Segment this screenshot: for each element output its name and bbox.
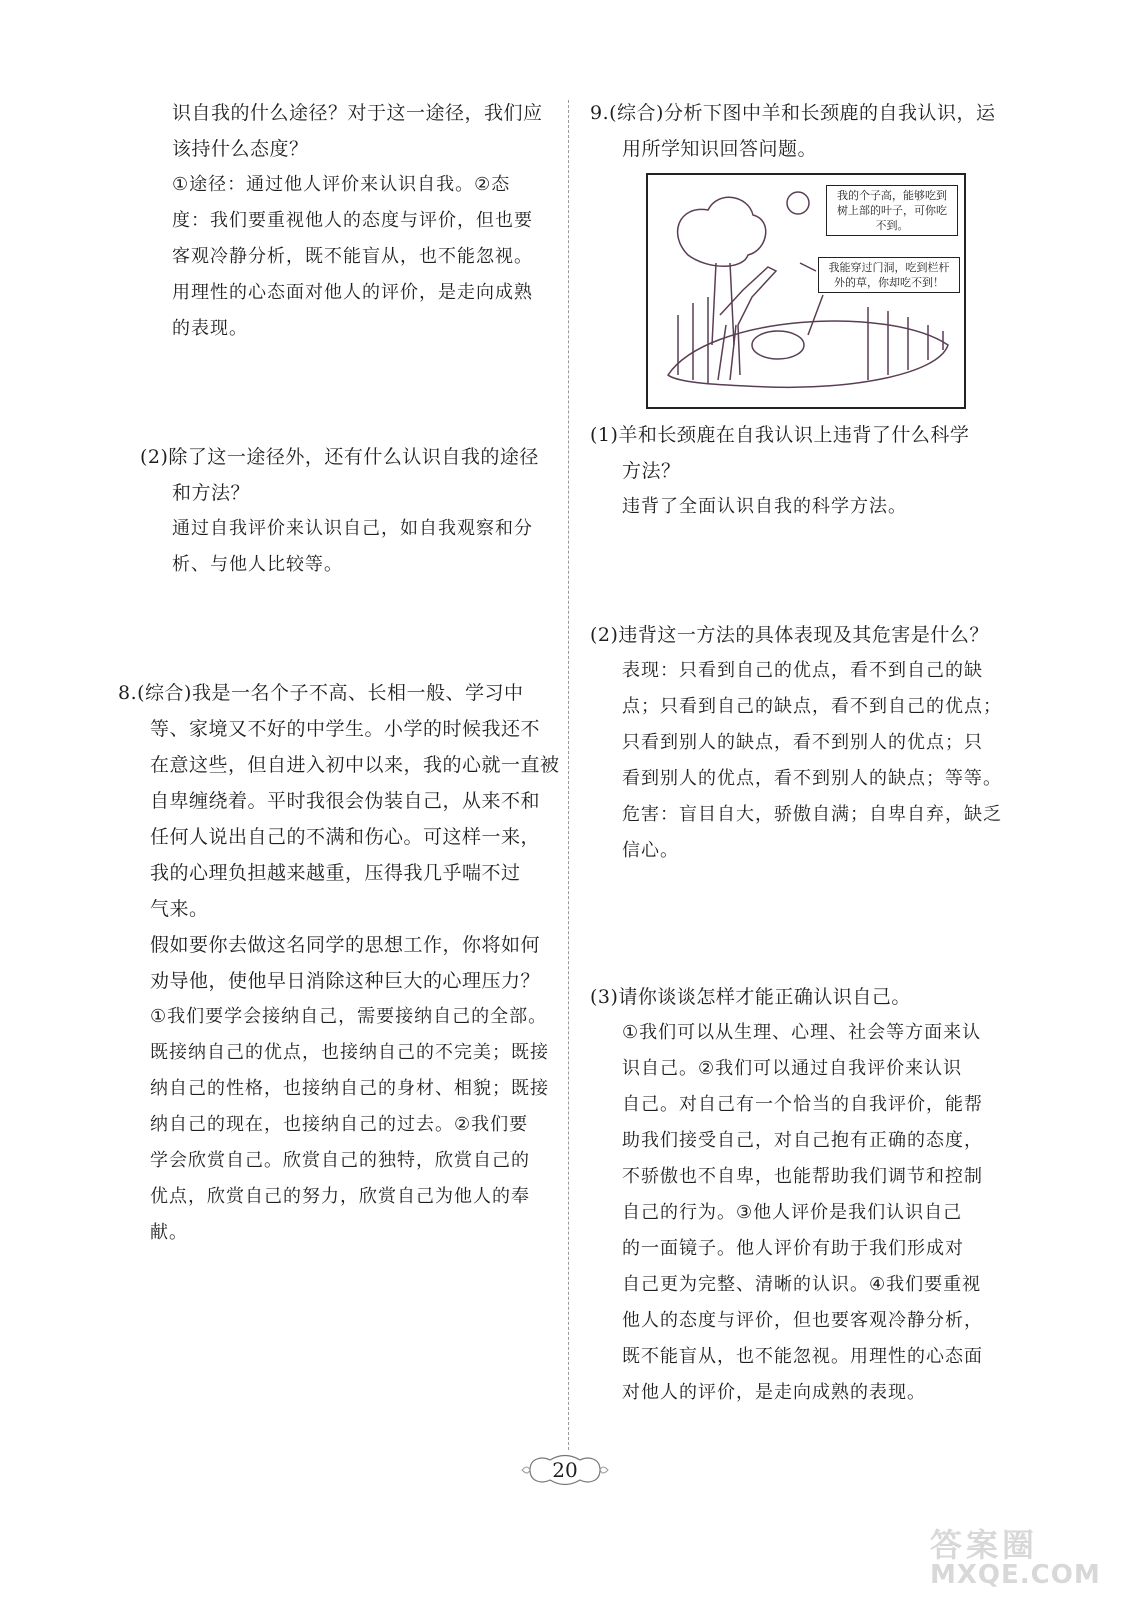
watermark-bottom: MXQE.COM — [930, 1560, 1101, 1590]
q8-answer — [118, 999, 560, 1251]
text-line: 任何人说出自己的不满和伤心。可这样一来， — [150, 826, 541, 848]
answer-line: 既不能盲从，也不能忽视。用理性的心态面 — [622, 1346, 983, 1367]
answer-line: 看到别人的优点，看不到别人的缺点；等等。 — [622, 768, 1002, 789]
q9-part3-answer — [590, 1015, 1020, 1411]
watermark-top: 答案圈 — [930, 1526, 1039, 1564]
sheep-speech-bubble: 我能穿过门洞，吃到栏杆外的草，你却吃不到！ — [818, 257, 960, 293]
answer-line: 客观冷静分析，既不能盲从，也不能忽视。 — [172, 246, 533, 267]
q8-question — [118, 675, 560, 999]
q9-part1-answer — [590, 489, 1020, 525]
sun-icon — [787, 192, 809, 214]
page-number — [520, 1452, 610, 1488]
answer-line: 既接纳自己的优点，也接纳自己的不完美；既接 — [150, 1042, 549, 1063]
answer-line: 的表现。 — [172, 318, 248, 339]
answer-line: 点；只看到自己的缺点，看不到自己的优点； — [622, 696, 1002, 717]
text-line: 自卑缠绕着。平时我很会伪装自己，从来不和 — [150, 790, 541, 812]
q9-part2-answer — [590, 653, 1020, 869]
answer-line: 他人的态度与评价，但也要客观冷静分析， — [622, 1310, 983, 1331]
answer-line: 度：我们要重视他人的态度与评价，但也要 — [172, 210, 533, 231]
text-line: 方法？ — [622, 460, 681, 482]
fence-outline — [668, 321, 948, 387]
page-number-text: 20 — [552, 1458, 578, 1482]
q9-question — [590, 95, 1020, 167]
answer-line: 表现：只看到自己的优点，看不到自己的缺 — [622, 660, 983, 681]
text-line: 假如要你去做这名同学的思想工作，你将如何 — [150, 934, 541, 956]
tree-crown — [678, 197, 766, 266]
answer-line: 通过自我评价来认识自己，如自我观察和分 — [172, 518, 533, 539]
answer-line: 违背了全面认识自我的科学方法。 — [622, 496, 907, 517]
answer-line: 危害：盲目自大，骄傲自满；自卑自弃，缺乏 — [622, 804, 1002, 825]
answer-line: 学会欣赏自己。欣赏自己的独特，欣赏自己的 — [150, 1150, 530, 1171]
answer-line: 的一面镜子。他人评价有助于我们形成对 — [622, 1238, 964, 1259]
answer-line: 纳自己的性格，也接纳自己的身材、相貌；既接 — [150, 1078, 549, 1099]
giraffe-figure — [718, 267, 776, 380]
answer-line: 自己。对自己有一个恰当的自我评价，能帮 — [622, 1094, 983, 1115]
text-line: 和方法？ — [172, 482, 251, 504]
q9-part2-question — [590, 617, 1020, 653]
right-column — [590, 95, 1020, 1411]
text-line: (1)羊和长颈鹿在自我认识上违背了什么科学 — [590, 424, 970, 446]
text-line: 识自我的什么途径？对于这一途径，我们应 — [172, 102, 543, 124]
text-line: 我的心理负担越来越重，压得我几乎喘不过 — [150, 862, 521, 884]
text-line: (3)请你谈谈怎样才能正确认识自己。 — [590, 986, 911, 1008]
answer-line: 识自己。②我们可以通过自我评价来认识 — [622, 1058, 963, 1079]
q7-part1-answer — [140, 167, 560, 347]
answer-line: 助我们接受自己，对自己抱有正确的态度， — [622, 1130, 983, 1151]
q7-part2-answer — [140, 511, 560, 583]
answer-line: 只看到别人的缺点，看不到别人的优点；只 — [622, 732, 983, 753]
answer-line: 信心。 — [622, 840, 679, 861]
text-line: 8.(综合)我是一名个子不高、长相一般、学习中 — [118, 682, 524, 704]
text-line: 在意这些，但自进入初中以来，我的心就一直被 — [150, 754, 560, 776]
q7-part2-question — [140, 439, 560, 511]
answer-line: 不骄傲也不自卑，也能帮助我们调节和控制 — [622, 1166, 983, 1187]
answer-line: 对他人的评价，是走向成熟的表现。 — [622, 1382, 926, 1403]
sheep-figure — [752, 331, 804, 359]
text-line: (2)除了这一途径外，还有什么认识自我的途径 — [140, 446, 539, 468]
q9-part3-question — [590, 979, 1020, 1015]
answer-line: 优点，欣赏自己的努力，欣赏自己为他人的奉 — [150, 1186, 530, 1207]
q7-part1-question — [140, 95, 560, 167]
answer-line: 纳自己的现在，也接纳自己的过去。②我们要 — [150, 1114, 529, 1135]
answer-line: ①我们要学会接纳自己，需要接纳自己的全部。 — [150, 1006, 548, 1027]
column-divider — [568, 100, 569, 1450]
answer-line: ①途径：通过他人评价来认识自我。②态 — [172, 174, 511, 195]
watermark — [930, 1520, 1130, 1595]
text-line: 劝导他，使他早日消除这种巨大的心理压力？ — [150, 970, 541, 992]
text-line: 该持什么态度？ — [172, 138, 309, 160]
answer-line: ①我们可以从生理、心理、社会等方面来认 — [622, 1022, 982, 1043]
answer-line: 献。 — [150, 1222, 188, 1243]
answer-line: 析、与他人比较等。 — [172, 554, 343, 575]
text-line: (2)违背这一方法的具体表现及其危害是什么？ — [590, 624, 989, 646]
answer-line: 用理性的心态面对他人的评价，是走向成熟 — [172, 282, 533, 303]
q9-part1-question — [590, 417, 1020, 489]
left-column — [118, 95, 560, 1251]
text-line: 等、家境又不好的中学生。小学的时候我还不 — [150, 718, 541, 740]
text-line: 用所学知识回答问题。 — [622, 138, 818, 160]
answer-line: 自己的行为。③他人评价是我们认识自己 — [622, 1202, 963, 1223]
giraffe-speech-bubble: 我的个子高，能够吃到树上部的叶子，可你吃不到。 — [826, 185, 958, 236]
answer-line: 自己更为完整、清晰的认识。④我们要重视 — [622, 1274, 982, 1295]
text-line: 9.(综合)分析下图中羊和长颈鹿的自我认识，运 — [590, 102, 996, 124]
text-line: 气来。 — [150, 898, 209, 920]
giraffe-sheep-cartoon — [646, 173, 966, 409]
